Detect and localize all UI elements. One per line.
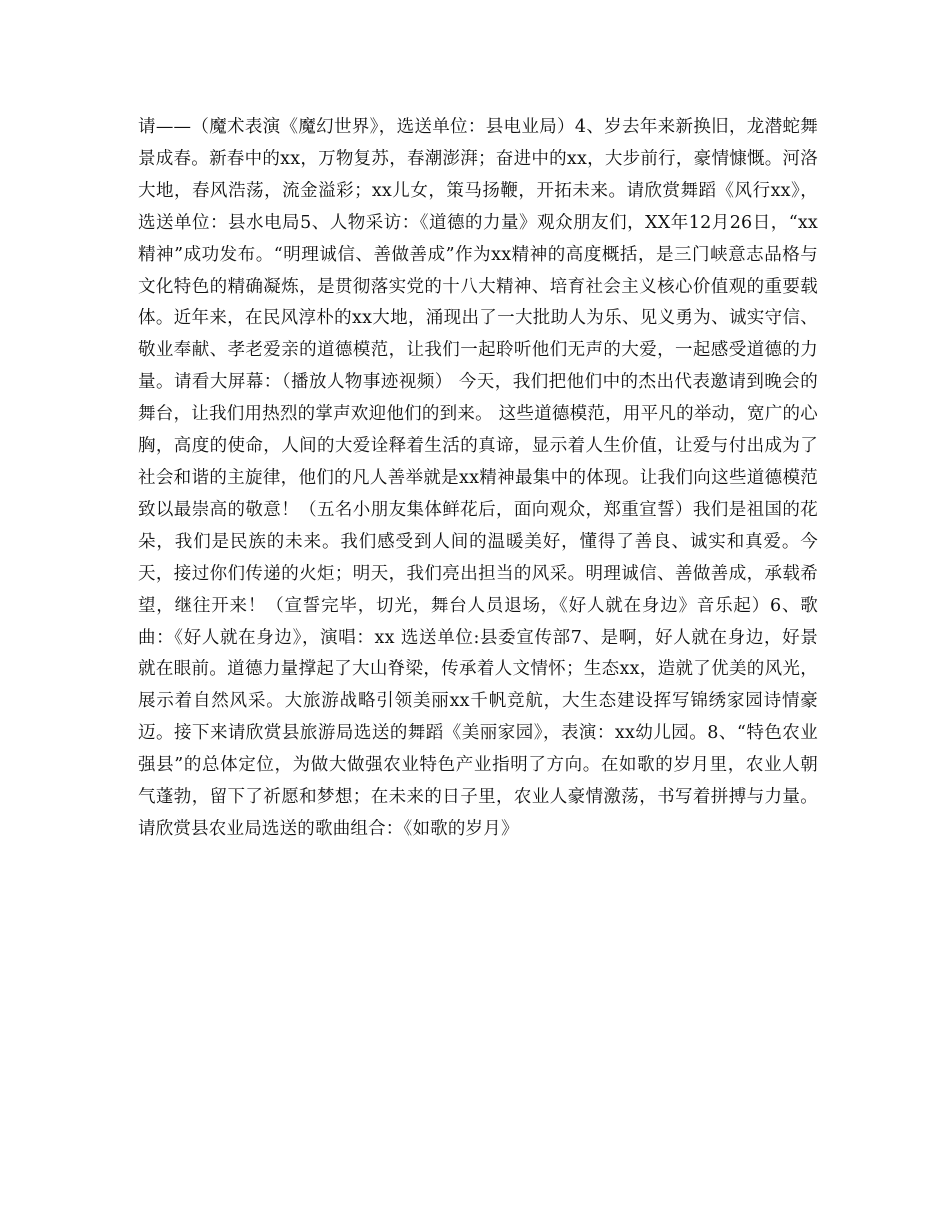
document-body-text: 请——（魔术表演《魔幻世界》，选送单位：县电业局）4、岁去年来新换旧，龙潜蛇舞景成春。新春中的xx，万物复苏，春潮澎湃；奋进中的xx，大步前行，豪情慷慨。河洛大地，春风浩荡，流金溢彩；xx儿女，策马扬鞭，开拓未来。请欣赏舞蹈《风行xx》，选送单位：县水电局5、人物采访：《道德的力量》观众朋友们，XX年12月26日，“xx精神”成功发布。“明理诚信、善做善成”作为xx精神的高度概括，是三门峡意志品格与文化特色的精确凝炼，是贯彻落实党的十八大精神、培育社会主义核心价值观的重要载体。近年来，在民风淳朴的xx大地，涌现出了一大批助人为乐、见义勇为、诚实守信、敬业奉献、孝老爱亲的道德模范，让我们一起聆听他们无声的大爱，一起感受道德的力量。请看大屏幕：（播放人物事迹视频） 今天，我们把他们中的杰出代表邀请到晚会的舞台，让我们用热烈的掌声欢迎他们的到来。 这些道德模范，用平凡的举动，宽广的心胸，高度的使命，人间的大爱诠释着生活的真谛，显示着人生价值，让爱与付出成为了社会和谐的主旋律，他们的凡人善举就是xx精神最集中的体现。让我们向这些道德模范致以最崇高的敬意！（五名小朋友集体鲜花后，面向观众，郑重宣誓）我们是祖国的花朵，我们是民族的未来。我们感受到人间的温暖美好，懂得了善良、诚实和真爱。今天，接过你们传递的火炬；明天，我们亮出担当的风采。明理诚信、善做善成，承载希望，继往开来！（宣誓完毕，切光，舞台人员退场，《好人就在身边》音乐起）6、歌曲：《好人就在身边》，演唱：xx 选送单位:县委宣传部7、是啊，好人就在身边，好景就在眼前。道德力量撑起了大山脊梁，传承着人文情怀；生态xx，造就了优美的风光，展示着自然风采。大旅游战略引领美丽xx千帆竞航，大生态建设挥写锦绣家园诗情豪迈。接下来请欣赏县旅游局选送的舞蹈《美丽家园》，表演：xx幼儿园。8、“特色农业强县”的总体定位，为做大做强农业特色产业指明了方向。在如歌的岁月里，农业人朝气蓬勃，留下了祈愿和梦想；在未来的日子里，农业人豪情激荡，书写着拼搏与力量。请欣赏县农业局选送的歌曲组合：《如歌的岁月》: [138, 117, 818, 839]
